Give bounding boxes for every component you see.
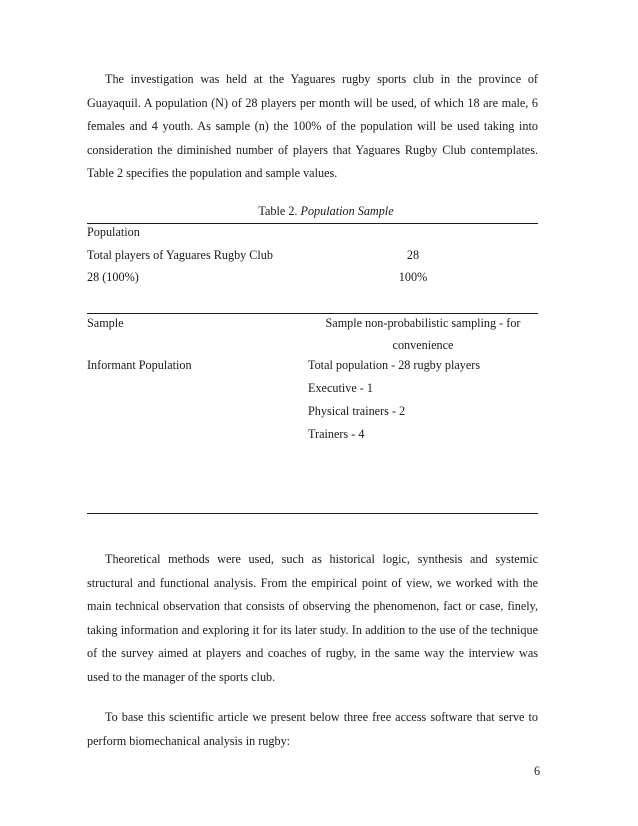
population-header: Population xyxy=(87,225,140,239)
informant-label: Informant Population xyxy=(87,358,192,372)
percent-value: 100% xyxy=(398,270,428,284)
informant-value: Physical trainers - 2 xyxy=(308,404,406,418)
paragraph-investigation: The investigation was held at the Yaguares rugby sports club in the province of Guayaquil. A population (N) of 28 players per month will be used, of which 18 are male, 6 females and 4 youth. As sample (n) the 100% of the population will be used taking into consideration the diminished number of players that Yaguares Rugby Club contemplates. Table 2 specifies the population and sample values. xyxy=(87,72,538,180)
table-caption-prefix: Table 2. xyxy=(258,204,298,218)
page-number: 6 xyxy=(534,764,541,778)
total-players-label: Total players of Yaguares Rugby Club xyxy=(87,248,273,262)
table-bottom-rule xyxy=(87,513,538,514)
informant-value: Total population - 28 rugby players xyxy=(308,358,481,372)
table-caption xyxy=(87,201,565,221)
total-players-value: 28 xyxy=(406,248,420,262)
sample-value: Sample non-probabilistic sampling - for convenience xyxy=(325,316,521,352)
sample-label: Sample xyxy=(87,316,124,330)
table-top-rule xyxy=(87,223,538,224)
paragraph-software: To base this scientific article we present below three free access software that serve to perform biomechanical analysis in rugby: xyxy=(87,710,538,748)
informant-value: Trainers - 4 xyxy=(308,427,365,441)
percent-label: 28 (100%) xyxy=(87,270,139,284)
informant-value: Executive - 1 xyxy=(308,381,373,395)
paragraph-methods: Theoretical methods were used, such as historical logic, synthesis and systemic structural and functional analysis. From the empirical point of view, we worked with the main technical observation that consists of observing the phenomenon, fact or case, finely, taking information and exploring it for its later study. In addition to the use of the technique of the survey aimed at players and coaches of rugby, in the same way the interview was used to the manager of the sports club. xyxy=(87,552,538,684)
table-caption-title: Population Sample xyxy=(300,204,394,218)
